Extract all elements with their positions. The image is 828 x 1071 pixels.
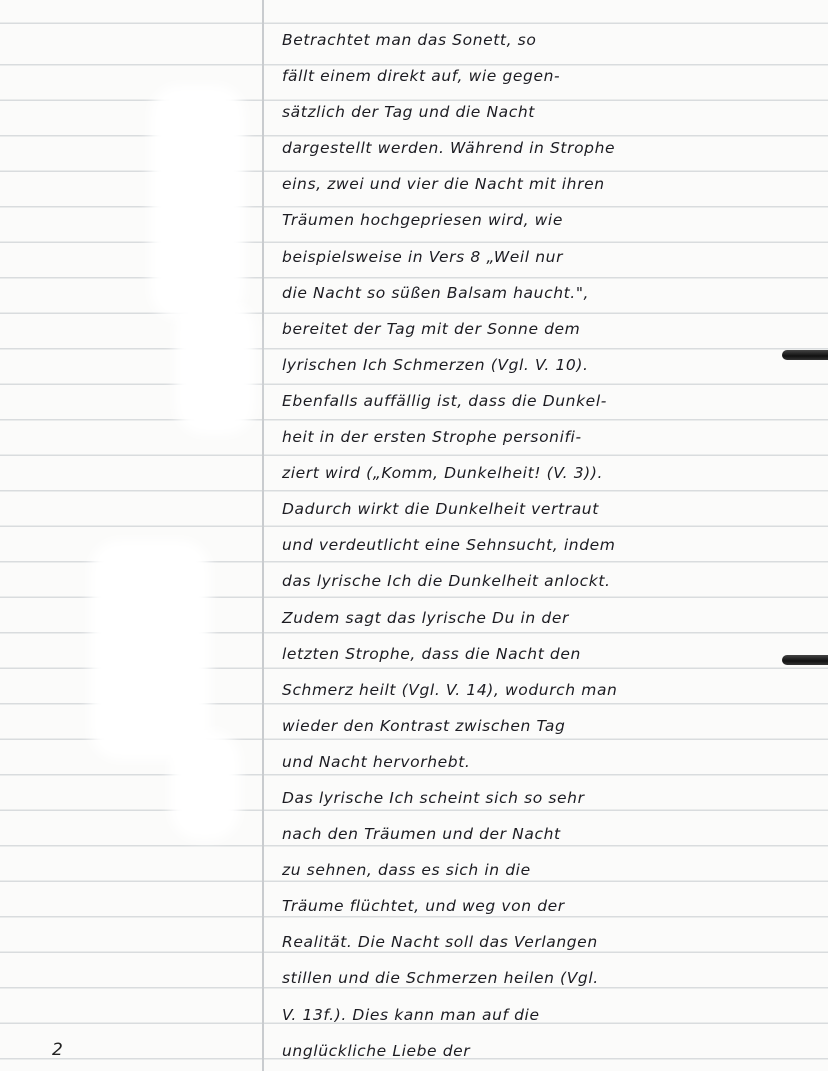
text-line: unglückliche Liebe der bbox=[282, 1041, 471, 1060]
text-line: sätzlich der Tag und die Nacht bbox=[282, 103, 535, 122]
text-line: Träumen hochgepriesen wird, wie bbox=[282, 211, 563, 230]
text-line: wieder den Kontrast zwischen Tag bbox=[282, 716, 566, 735]
text-line: eins, zwei und vier die Nacht mit ihren bbox=[282, 175, 605, 194]
text-line: die Nacht so süßen Balsam haucht.", bbox=[282, 283, 590, 302]
margin-line bbox=[262, 0, 264, 1071]
handwritten-text bbox=[282, 22, 712, 1069]
text-line: heit in der ersten Strophe personifi- bbox=[282, 428, 582, 447]
text-line: lyrischen Ich Schmerzen (Vgl. V. 10). bbox=[282, 355, 589, 374]
text-line: ziert wird („Komm, Dunkelheit! (V. 3)). bbox=[282, 464, 603, 483]
text-line: Dadurch wirkt die Dunkelheit vertraut bbox=[282, 500, 599, 519]
text-line: und verdeutlicht eine Sehnsucht, indem bbox=[282, 536, 616, 555]
page-number: 2 bbox=[52, 1040, 63, 1060]
text-line: V. 13f.). Dies kann man auf die bbox=[282, 1005, 540, 1024]
text-line: letzten Strophe, dass die Nacht den bbox=[282, 644, 581, 663]
text-line: fällt einem direkt auf, wie gegen- bbox=[282, 67, 561, 86]
blank-patch bbox=[90, 540, 210, 760]
text-line: Das lyrische Ich scheint sich so sehr bbox=[282, 788, 585, 807]
text-line: Ebenfalls auffällig ist, dass die Dunkel- bbox=[282, 391, 607, 410]
blank-patch bbox=[175, 300, 255, 435]
text-line: stillen und die Schmerzen heilen (Vgl. bbox=[282, 969, 599, 988]
blank-patch bbox=[150, 85, 245, 320]
text-line: Zudem sagt das lyrische Du in der bbox=[282, 608, 569, 627]
text-line: beispielsweise in Vers 8 „Weil nur bbox=[282, 247, 564, 266]
pen-tip bbox=[782, 350, 828, 360]
text-line: nach den Träumen und der Nacht bbox=[282, 825, 561, 844]
text-line: zu sehnen, dass es sich in die bbox=[282, 861, 531, 880]
text-line: das lyrische Ich die Dunkelheit anlockt. bbox=[282, 572, 611, 591]
blank-patch bbox=[170, 730, 240, 840]
text-line: Träume flüchtet, und weg von der bbox=[282, 897, 565, 916]
text-line: bereitet der Tag mit der Sonne dem bbox=[282, 319, 581, 338]
text-line: Realität. Die Nacht soll das Verlangen bbox=[282, 933, 598, 952]
text-line: Betrachtet man das Sonett, so bbox=[282, 31, 537, 49]
text-line: dargestellt werden. Während in Strophe bbox=[282, 139, 616, 158]
pen-tip bbox=[782, 655, 828, 665]
text-line: und Nacht hervorhebt. bbox=[282, 752, 471, 771]
text-line: Schmerz heilt (Vgl. V. 14), wodurch man bbox=[282, 680, 618, 699]
